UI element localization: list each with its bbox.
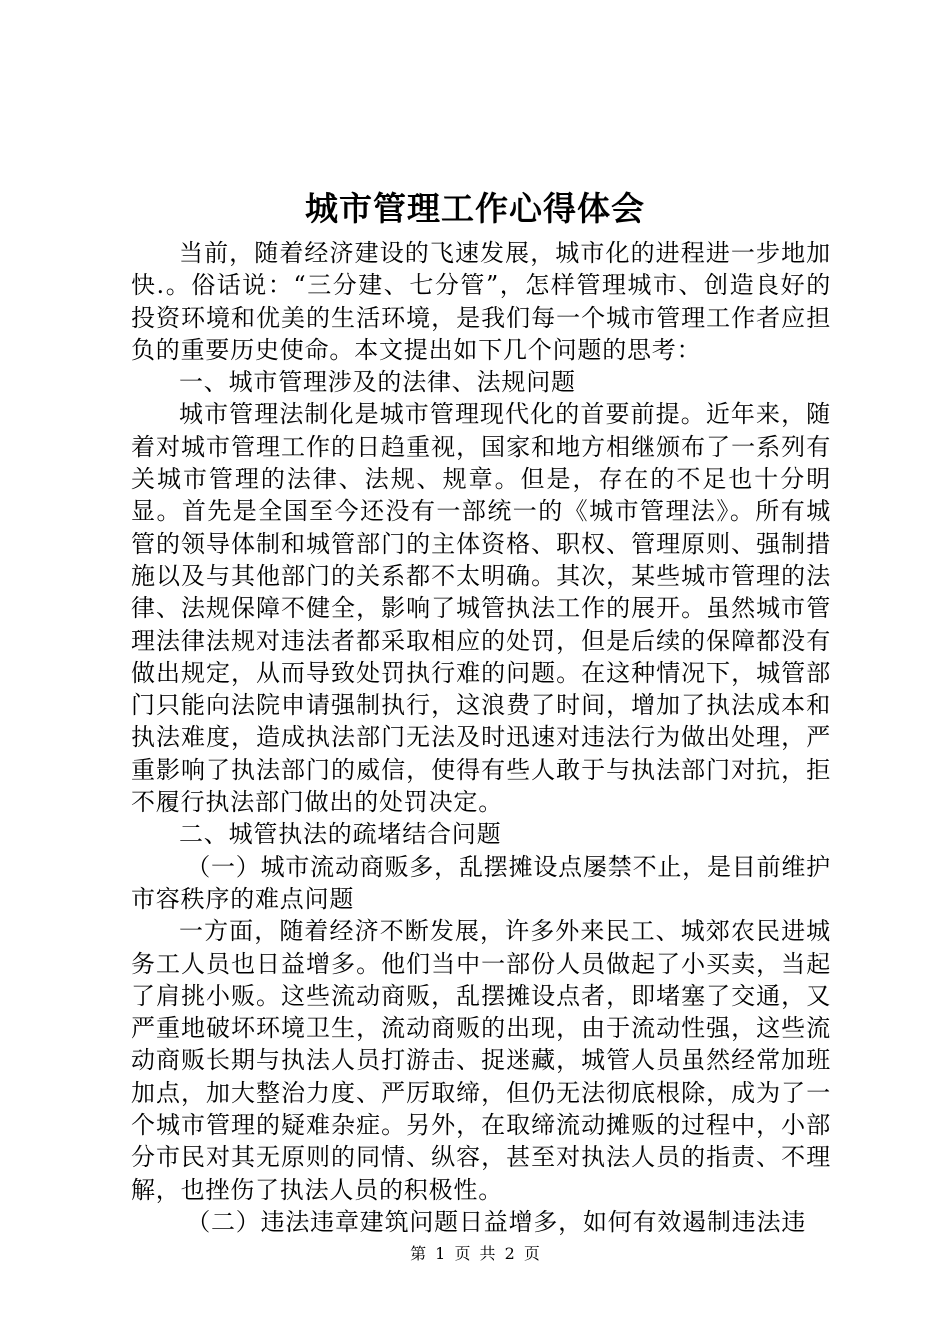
document-title: 城市管理工作心得体会 — [305, 189, 645, 228]
subsection-heading-1: （一）城市流动商贩多，乱摆摊设点屡禁不止，是目前维护市容秩序的难点问题 — [131, 852, 831, 913]
page-footer: 第 1 页 共 2 页 — [410, 1244, 540, 1263]
section-heading-1: 一、城市管理涉及的法律、法规问题 — [179, 368, 576, 397]
section-1-paragraph: 城市管理法制化是城市管理现代化的首要前提。近年来，随着对城市管理工作的日趋重视，国家和地方相继颁布了一系列有关城市管理的法律、法规、规章。但是，存在的不足也十分明显。首先是全国至今还没有一部统一的《城市管理法》。所有城管的领导体制和城管部门的主体资格、职权、管理原则、强制措施以及与其他部门的关系都不太明确。其次，某些城市管理的法律、法规保障不健全，影响了城管执法工作的展开。虽然城市管理法律法规对违法者都采取相应的处罚，但是后续的保障都没有做出规定，从而导致处罚执行难的问题。在这种情况下，城管部门只能向法院申请强制执行，这浪费了时间，增加了执法成本和执法难度，造成执法部门无法及时迅速对违法行为做出处理，严重影响了执法部门的威信，使得有些人敢于与执法部门对抗，拒不履行执法部门做出的处罚决定。 — [131, 400, 831, 817]
document-body — [131, 237, 831, 1238]
section-heading-2: 二、城管执法的疏堵结合问题 — [179, 820, 502, 849]
subsection-heading-2: （二）违法违章建筑问题日益增多，如何有效遏制违法违 — [186, 1207, 807, 1236]
subsection-1-paragraph: 一方面，随着经济不断发展，许多外来民工、城郊农民进城务工人员也日益增多。他们当中一部份人员做起了小买卖，当起了肩挑小贩。这些流动商贩，乱摆摊设点者，即堵塞了交通，又严重地破坏环境卫生，流动商贩的出现，由于流动性强，这些流动商贩长期与执法人员打游击、捉迷藏，城管人员虽然经常加班加点，加大整治力度、严厉取缔，但仍无法彻底根除，成为了一个城市管理的疑难杂症。另外，在取缔流动摊贩的过程中，小部分市民对其无原则的同情、纵容，甚至对执法人员的指责、不理解，也挫伤了执法人员的积极性。 — [131, 917, 831, 1204]
intro-paragraph: 当前，随着经济建设的飞速发展，城市化的进程进一步地加快.。俗话说：“三分建、七分管”，怎样管理城市、创造良好的投资环境和优美的生活环境，是我们每一个城市管理工作者应担负的重要历史使命。本文提出如下几个问题的思考： — [131, 239, 831, 364]
